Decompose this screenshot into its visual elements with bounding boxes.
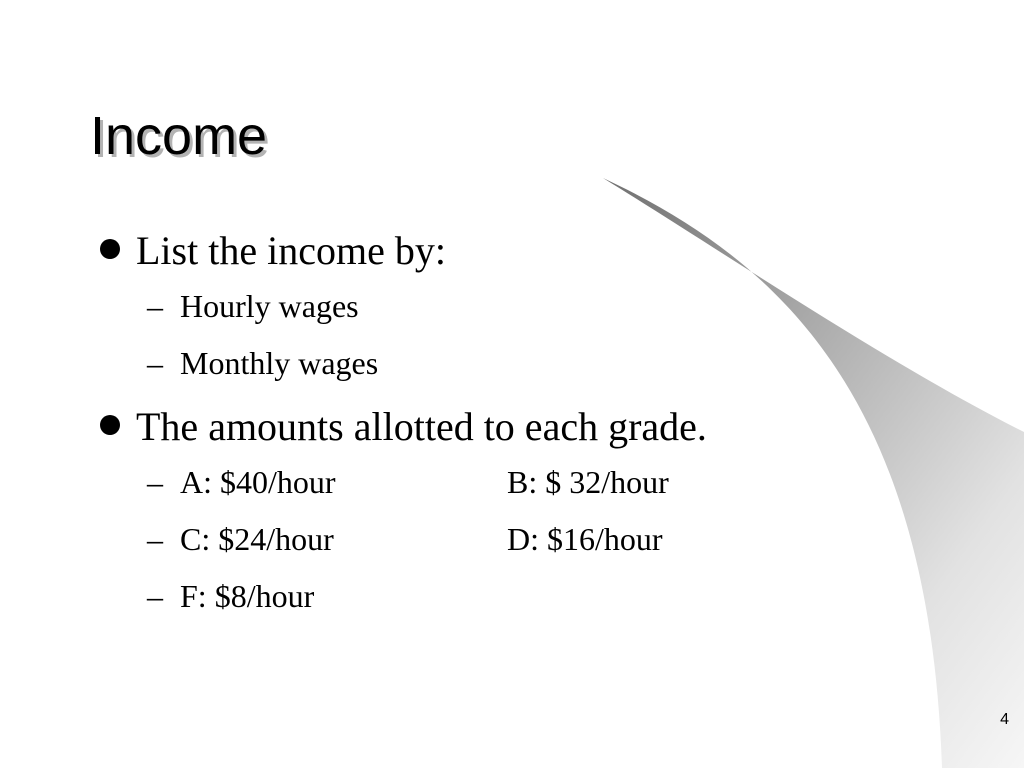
grade-c-rate: C: $24/hour bbox=[180, 521, 334, 557]
sub-item bbox=[100, 341, 860, 398]
sub-item bbox=[100, 517, 860, 574]
bullet-dot-icon bbox=[100, 415, 120, 435]
grade-d-rate: D: $16/hour bbox=[507, 521, 663, 557]
dash-icon: – bbox=[147, 578, 163, 614]
bullet-list bbox=[100, 222, 860, 631]
sub-item bbox=[100, 574, 860, 631]
sub-item-text: Hourly wages bbox=[180, 288, 359, 324]
dash-icon: – bbox=[147, 288, 163, 324]
bullet-item bbox=[100, 222, 860, 284]
dash-icon: – bbox=[147, 464, 163, 500]
page-number: 4 bbox=[1000, 711, 1009, 728]
sub-item-text: Monthly wages bbox=[180, 345, 379, 381]
bullet-item bbox=[100, 398, 860, 460]
sub-item bbox=[100, 460, 860, 517]
grade-a-rate: A: $40/hour bbox=[180, 464, 336, 500]
grade-f-rate: F: $8/hour bbox=[180, 578, 315, 614]
bullet-text: The amounts allotted to each grade. bbox=[136, 404, 707, 449]
bullet-dot-icon bbox=[100, 239, 120, 259]
sub-item bbox=[100, 284, 860, 341]
dash-icon: – bbox=[147, 345, 163, 381]
slide-title: Income bbox=[90, 106, 268, 166]
dash-icon: – bbox=[147, 521, 163, 557]
bullet-text: List the income by: bbox=[136, 228, 446, 273]
grade-b-rate: B: $ 32/hour bbox=[507, 464, 669, 500]
